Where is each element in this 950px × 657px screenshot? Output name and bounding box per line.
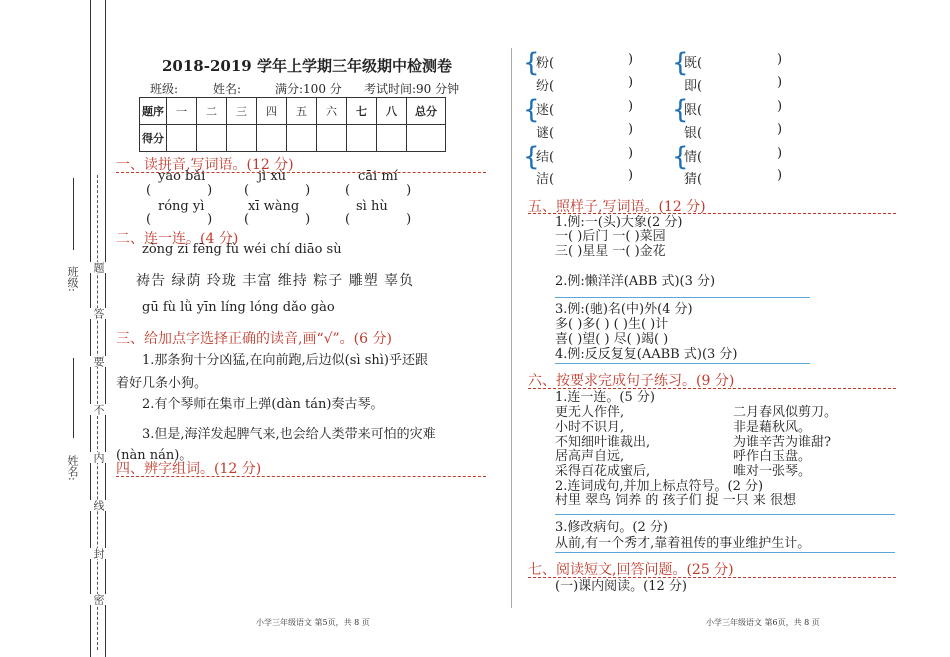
answer-line[interactable] [555,514,895,515]
score-row-header: 题序 [140,98,167,125]
score-row-header: 得分 [140,125,167,152]
left-brace-icon: { [523,48,540,78]
pinyin: sì hù [356,199,388,214]
left-brace-icon: { [672,142,689,172]
score-cell[interactable] [167,125,197,152]
section5-ex4: 4.例:反反复复(AABB 式)(3 分) [555,347,738,362]
section-divider [116,476,486,477]
section5-ex1: 1.例:一(头)大象(2 分) [555,215,683,230]
section6-q3: 3.修改病句。(2 分) [555,520,668,535]
score-col-header: 八 [377,98,407,125]
seal-char: 答 [92,308,105,319]
header-name-label: 姓名: [213,82,242,96]
section5-ex1-line-a[interactable]: 一( )后门 一( )菜园 [555,229,666,244]
word-char: 猜( [684,172,703,187]
score-col-header: 三 [227,98,257,125]
section6-q3-text: 从前,有一个秀才,靠着祖传的事业维护生计。 [555,536,811,551]
section5-ex3: 3.例:(驰)名(中)外(4 分) [555,302,693,317]
score-cell[interactable] [257,125,287,152]
answer-blank[interactable]: ( ) [244,212,311,227]
paren-close[interactable]: ) [628,168,634,183]
poem-left-line[interactable]: 采得百花成蜜后, [555,464,651,479]
left-brace-icon: { [523,142,540,172]
binding-name-label: 姓名: [66,455,79,481]
score-col-header: 二 [197,98,227,125]
score-col-header: 五 [287,98,317,125]
left-brace-icon: { [523,95,540,125]
section4-title: 四、辨字组词。(12 分) [116,461,262,477]
word-char: 即( [684,79,703,94]
paren-close[interactable]: ) [628,146,634,161]
section3-q2: 2.有个琴师在集市上弹(dàn tán)奏古琴。 [142,397,384,412]
poem-right-line[interactable]: 唯对一张琴。 [733,464,812,479]
answer-blank[interactable]: ( ) [146,183,213,198]
pinyin: cāi mí [358,169,398,184]
section2-words: 祷告 绿荫 玲珑 丰富 维持 粽子 雕塑 辜负 [136,273,415,289]
header-full-score: 满分:100 分 [275,82,342,96]
pinyin: róng yì [158,199,205,214]
section6-q1: 1.连一连。(5 分) [555,390,655,405]
answer-line[interactable] [555,363,810,364]
seal-char: 要 [92,356,105,367]
paren-close[interactable]: ) [628,52,634,67]
pinyin: jì xù [258,169,287,184]
paren-close[interactable]: ) [777,146,783,161]
binding-class-field [73,178,74,250]
poem-right-line[interactable]: 呼作白玉盘。 [733,449,812,464]
section3-q3-cont: (nàn nán)。 [116,448,193,463]
score-cell[interactable] [317,125,347,152]
header-exam-time: 考试时间:90 分钟 [364,82,460,96]
answer-blank[interactable]: ( ) [146,212,213,227]
section7-title: 七、阅读短文,回答问题。(25 分) [528,562,734,578]
score-cell[interactable] [377,125,407,152]
score-col-header: 七 [347,98,377,125]
pinyin: yáo bǎi [158,169,206,184]
header-class-label: 班级: [150,82,179,96]
score-cell[interactable] [287,125,317,152]
answer-blank[interactable]: ( ) [345,212,412,227]
paren-close[interactable]: ) [777,168,783,183]
section3-q1: 1.那条狗十分凶猛,在向前跑,后边似(sì shì)乎还跟 [142,353,428,368]
page-divider [511,48,512,608]
footer-left: 小学三年级语文 第5页，共 8 页 [256,618,370,627]
score-table [139,97,446,152]
score-cell[interactable] [227,125,257,152]
binding-name-field [73,358,74,438]
section3-q1-cont: 着好几条小狗。 [116,376,208,391]
binding-class-label: 班级: [66,266,79,292]
score-col-header: 四 [257,98,287,125]
score-cell[interactable] [407,125,446,152]
section1-title: 一、读拼音,写词语。(12 分) [116,157,294,173]
poem-left-line[interactable]: 小时不识月, [555,420,625,435]
paren-close[interactable]: ) [628,99,634,114]
section3-q3: 3.但是,海洋发起脾气来,也会给人类带来可怕的灾难 [142,427,436,442]
seal-char: 内 [92,452,105,463]
score-cell[interactable] [197,125,227,152]
paren-close[interactable]: ) [777,122,783,137]
poem-right-line[interactable]: 二月春风似剪刀。 [733,405,838,420]
section6-q2-words: 村里 翠鸟 饲养 的 孩子们 捉 一只 来 很想 [555,493,797,508]
section5-title: 五、照样子,写词语。(12 分) [528,199,706,215]
poem-right-line[interactable]: 非是藉秋风。 [733,420,812,435]
section6-title: 六、按要求完成句子练习。(9 分) [528,373,735,389]
poem-right-line[interactable]: 为谁辛苦为谁甜? [733,435,831,450]
word-char: 纷( [536,79,555,94]
answer-blank[interactable]: ( ) [244,183,311,198]
section3-title: 三、给加点字选择正确的读音,画“√”。(6 分) [116,331,392,347]
section5-ex3-line-a[interactable]: 多( )多( ) ( )生( )计 [555,317,669,332]
word-char: 洁( [536,172,555,187]
paren-close[interactable]: ) [777,75,783,90]
section2-pinyin-top: zòng zi fēng fù wéi chí diāo sù [142,242,342,257]
word-char: 迷( [536,103,555,118]
section2-pinyin-bottom: gū fù lǜ yīn líng lóng dǎo gào [142,300,335,315]
poem-left-line[interactable]: 居高声自远, [555,449,625,464]
seal-char: 密 [92,594,105,605]
score-col-header: 六 [317,98,347,125]
page-title: 2018-2019 学年上学期三年级期中检测卷 [162,57,452,75]
section2-title: 二、连一连。(4 分) [116,231,239,247]
word-char: 既( [684,56,703,71]
left-brace-icon: { [672,48,689,78]
poem-left-line[interactable]: 不知细叶谁裁出, [555,435,651,450]
paren-close[interactable]: ) [628,122,634,137]
answer-blank[interactable]: ( ) [345,183,412,198]
word-char: 限( [684,103,703,118]
word-char: 银( [684,126,703,141]
word-char: 情( [684,150,703,165]
score-col-header: 总分 [407,98,446,125]
paren-close[interactable]: ) [777,52,783,67]
poem-left-line[interactable]: 更无人作伴, [555,405,625,420]
footer-right: 小学三年级语文 第6页，共 8 页 [706,618,820,627]
seal-char: 题 [92,262,105,273]
word-char: 粉( [536,56,555,71]
paren-close[interactable]: ) [777,99,783,114]
seal-char: 线 [92,500,105,511]
score-cell[interactable] [347,125,377,152]
section5-ex2: 2.例:懒洋洋(ABB 式)(3 分) [555,274,716,289]
answer-line[interactable] [555,552,895,553]
paren-close[interactable]: ) [628,75,634,90]
seal-char: 封 [92,548,105,559]
word-char: 结( [536,150,555,165]
seal-char: 不 [92,404,105,415]
section7-sub: (一)课内阅读。(12 分) [555,579,687,594]
left-brace-icon: { [672,95,689,125]
word-char: 谜( [536,126,555,141]
section5-ex3-line-b[interactable]: 喜( )望( ) 尽( )竭( ) [555,332,669,347]
score-col-header: 一 [167,98,197,125]
section5-ex1-line-b[interactable]: 三( )星星 一( )金花 [555,244,666,259]
pinyin: xī wàng [248,199,300,214]
section6-q2: 2.连词成句,并加上标点符号。(2 分) [555,479,764,494]
